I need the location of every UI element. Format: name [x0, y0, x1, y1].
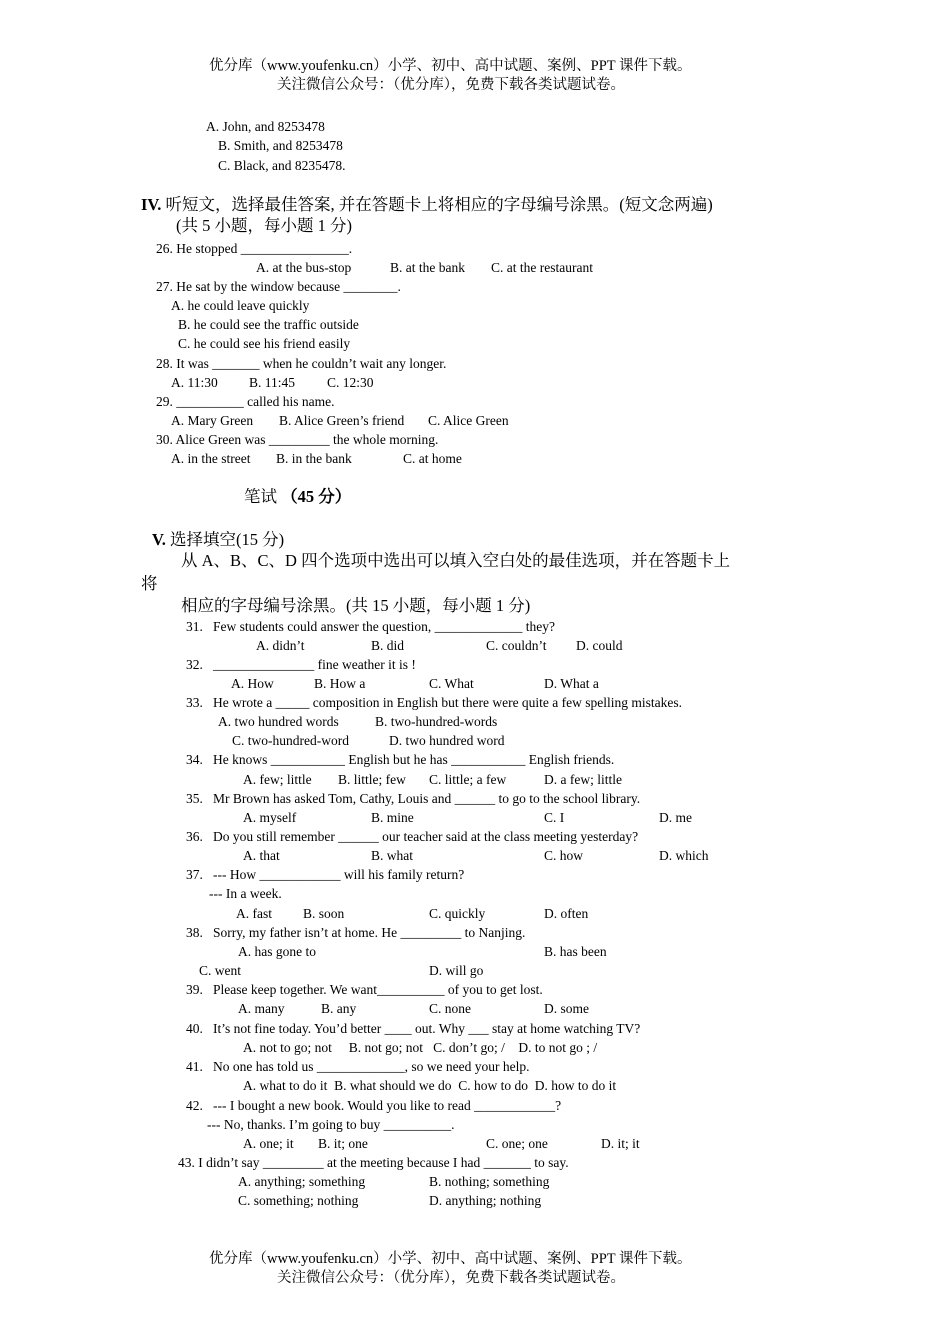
q33-option-c: C. two-hundred-word: [232, 733, 349, 748]
q36-option-c: C. how: [544, 848, 584, 863]
written-test-label: 笔试: [244, 487, 277, 506]
q26-option-c: C. at the restaurant: [491, 260, 593, 275]
q28-option-b: B. 11:45: [249, 375, 296, 390]
q28-option-a: A. 11:30: [171, 375, 218, 390]
q39-stem: 39. Please keep together. We want__________ of you to get lost.: [186, 982, 543, 997]
q29-option-b: B. Alice Green’s friend: [279, 413, 405, 428]
q32-stem: 32. _______________ fine weather it is !: [186, 657, 416, 672]
q39-option-c: C. none: [429, 1001, 471, 1016]
q42-option-a: A. one; it: [243, 1136, 294, 1151]
section4-number: IV.: [141, 195, 162, 214]
q42-reply: --- No, thanks. I’m going to buy __________.: [207, 1117, 455, 1132]
q41-stem: 41. No one has told us _____________, so we need your help.: [186, 1059, 530, 1074]
header-line-1: 优分库（www.youfenku.cn）小学、初中、高中试题、案例、PPT 课件下载。: [209, 58, 692, 74]
section5-number: V.: [152, 530, 166, 549]
q42-option-d: D. it; it: [601, 1136, 640, 1151]
q31-option-c: C. couldn’t: [486, 638, 547, 653]
section4-heading: [141, 194, 713, 216]
q31-option-a: A. didn’t: [256, 638, 305, 653]
q36-stem: 36. Do you still remember ______ our teacher said at the class meeting yesterday?: [186, 829, 639, 844]
q30-stem: 30. Alice Green was _________ the whole morning.: [156, 432, 439, 447]
section5-title: 选择填空(15 分): [165, 530, 285, 549]
q32-option-a: A. How: [231, 676, 274, 691]
q42-option-b: B. it; one: [318, 1136, 368, 1151]
q36-option-b: B. what: [371, 848, 413, 863]
q38-option-b: B. has been: [544, 944, 607, 959]
q30-option-b: B. in the bank: [276, 451, 352, 466]
q43-option-c: C. something; nothing: [238, 1193, 359, 1208]
q25-option-b: B. Smith, and 8253478: [218, 138, 343, 153]
q40-options: A. not to go; not B. not go; not C. don’t go; / D. to not go ; /: [243, 1040, 598, 1055]
q33-stem: 33. He wrote a _____ composition in English but there were quite a few spelling mistakes.: [186, 695, 683, 710]
q25-option-a: A. John, and 8253478: [206, 119, 325, 134]
q39-option-d: D. some: [544, 1001, 589, 1016]
q26-stem: 26. He stopped ________________.: [156, 241, 353, 256]
q34-option-a: A. few; little: [243, 772, 312, 787]
written-test-score: （45 分）: [281, 487, 352, 506]
q30-option-c: C. at home: [403, 451, 462, 466]
written-test-heading: [244, 486, 351, 508]
q37-option-d: D. often: [544, 906, 589, 921]
q42-stem: 42. --- I bought a new book. Would you like to read ____________?: [186, 1098, 562, 1113]
q34-option-c: C. little; a few: [429, 772, 507, 787]
q43-option-a: A. anything; something: [238, 1174, 366, 1189]
q37-option-b: B. soon: [303, 906, 345, 921]
q29-stem: 29. __________ called his name.: [156, 394, 335, 409]
q42-option-c: C. one; one: [486, 1136, 548, 1151]
q40-stem: 40. It’s not fine today. You’d better ____ out. Why ___ stay at home watching TV?: [186, 1021, 641, 1036]
q31-stem: 31. Few students could answer the question, _____________ they?: [186, 619, 555, 634]
section4-subtitle: (共 5 小题，每小题 1 分): [176, 216, 352, 235]
q35-option-d: D. me: [659, 810, 692, 825]
q31-option-d: D. could: [576, 638, 623, 653]
q38-stem: 38. Sorry, my father isn’t at home. He _________ to Nanjing.: [186, 925, 526, 940]
q33-option-a: A. two hundred words: [218, 714, 339, 729]
q34-stem: 34. He knows ___________ English but he has ___________ English friends.: [186, 752, 615, 767]
q37-reply: --- In a week.: [209, 886, 282, 901]
q29-option-a: A. Mary Green: [171, 413, 254, 428]
q26-option-a: A. at the bus-stop: [256, 260, 352, 275]
section5-instruction-wrap: 将: [141, 574, 158, 593]
q34-option-d: D. a few; little: [544, 772, 622, 787]
q27-stem: 27. He sat by the window because ________.: [156, 279, 401, 294]
q32-option-c: C. What: [429, 676, 474, 691]
q38-option-d: D. will go: [429, 963, 484, 978]
section5-instruction-2: 相应的字母编号涂黑。(共 15 小题，每小题 1 分): [181, 596, 531, 615]
q36-option-d: D. which: [659, 848, 709, 863]
q27-option-a: A. he could leave quickly: [171, 298, 310, 313]
q28-option-c: C. 12:30: [327, 375, 374, 390]
q39-option-a: A. many: [238, 1001, 285, 1016]
q26-option-b: B. at the bank: [390, 260, 465, 275]
header-line-2: 关注微信公众号：（优分库），免费下载各类试题试卷。: [277, 77, 625, 93]
q27-option-c: C. he could see his friend easily: [178, 336, 351, 351]
q33-option-b: B. two-hundred-words: [375, 714, 498, 729]
q36-option-a: A. that: [243, 848, 280, 863]
q30-option-a: A. in the street: [171, 451, 251, 466]
q25-option-c: C. Black, and 8235478.: [218, 158, 346, 173]
q35-option-a: A. myself: [243, 810, 297, 825]
q37-option-a: A. fast: [236, 906, 272, 921]
section5-instruction-1: 从 A、B、C、D 四个选项中选出可以填入空白处的最佳选项，并在答题卡上: [181, 551, 731, 570]
q29-option-c: C. Alice Green: [428, 413, 509, 428]
q34-option-b: B. little; few: [338, 772, 406, 787]
q28-stem: 28. It was _______ when he couldn’t wait any longer.: [156, 356, 447, 371]
q43-stem: 43. I didn’t say _________ at the meeting because I had _______ to say.: [178, 1155, 569, 1170]
q32-option-d: D. What a: [544, 676, 599, 691]
section5-heading: [152, 529, 284, 551]
q41-options: A. what to do it B. what should we do C. how to do D. how to do it: [243, 1078, 617, 1093]
q35-stem: 35. Mr Brown has asked Tom, Cathy, Louis and ______ to go to the school library.: [186, 791, 641, 806]
q38-option-a: A. has gone to: [238, 944, 316, 959]
q39-option-b: B. any: [321, 1001, 357, 1016]
footer-line-2: 关注微信公众号：（优分库），免费下载各类试题试卷。: [277, 1270, 625, 1286]
footer-line-1: 优分库（www.youfenku.cn）小学、初中、高中试题、案例、PPT 课件下载。: [209, 1251, 692, 1267]
section4-title: 听短文，选择最佳答案, 并在答题卡上将相应的字母编号涂黑。(短文念两遍): [161, 195, 713, 214]
q37-stem: 37. --- How ____________ will his family return?: [186, 867, 465, 882]
q37-option-c: C. quickly: [429, 906, 486, 921]
q35-option-b: B. mine: [371, 810, 414, 825]
q31-option-b: B. did: [371, 638, 405, 653]
q43-option-d: D. anything; nothing: [429, 1193, 542, 1208]
q33-option-d: D. two hundred word: [389, 733, 505, 748]
q35-option-c: C. I: [544, 810, 565, 825]
q32-option-b: B. How a: [314, 676, 366, 691]
q38-option-c: C. went: [199, 963, 241, 978]
q43-option-b: B. nothing; something: [429, 1174, 550, 1189]
q27-option-b: B. he could see the traffic outside: [178, 317, 359, 332]
